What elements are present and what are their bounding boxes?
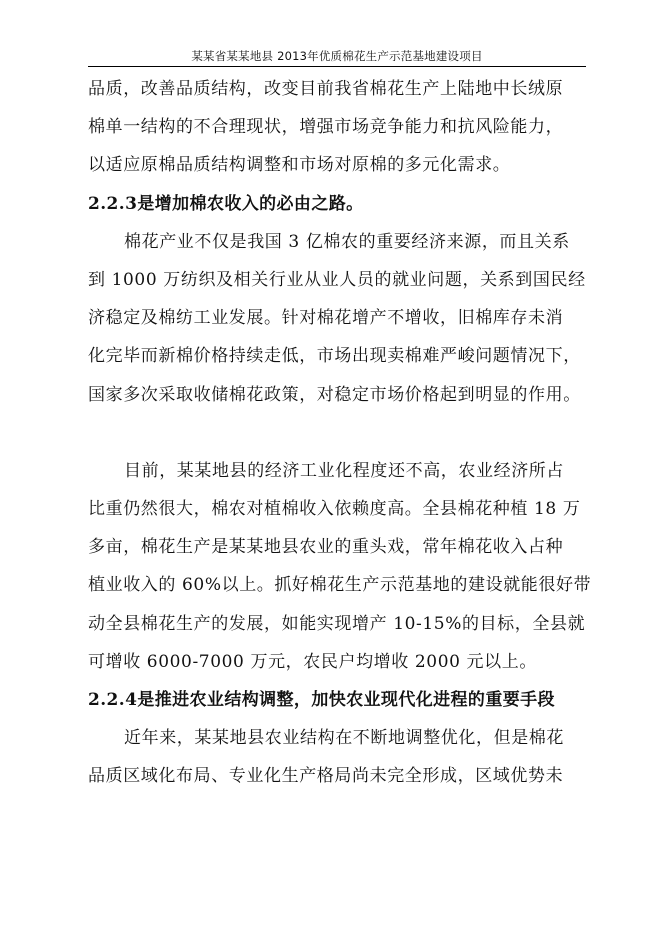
paragraph-line: 济稳定及棉纺工业发展。针对棉花增产不增收，旧棉库存未消 xyxy=(88,308,564,329)
page-header xyxy=(88,40,586,67)
paragraph-line: 目前，某某地县的经济工业化程度还不高，农业经济所占 xyxy=(124,460,564,481)
paragraph-line: 可增收 6000-7000 万元，农民户均增收 2000 元以上。 xyxy=(88,651,537,672)
paragraph-line: 到 1000 万纺织及相关行业从业人员的就业问题，关系到国民经 xyxy=(88,269,586,290)
paragraph-line: 品质，改善品质结构，改变目前我省棉花生产上陆地中长绒原 xyxy=(88,79,564,99)
paragraph-line: 国家多次采取收储棉花政策，对稳定市场价格起到明显的作用。 xyxy=(88,384,581,405)
header-title: 某某省某某地县 2013年优质棉花生产示范基地建设项目 xyxy=(191,49,483,63)
paragraph-line: 比重仍然很大，棉农对植棉收入依赖度高。全县棉花种植 18 万 xyxy=(88,499,581,520)
section-heading-2-2-4: 2.2.4是推进农业结构调整，加快农业现代化进程的重要手段 xyxy=(88,690,555,710)
document-body xyxy=(88,70,592,796)
paragraph-line: 以适应原棉品质结构调整和市场对原棉的多元化需求。 xyxy=(88,155,511,176)
paragraph-line: 植业收入的 60%以上。抓好棉花生产示范基地的建设就能很好带 xyxy=(88,575,592,596)
paragraph-line: 品质区域化布局、专业化生产格局尚未完全形成，区域优势未 xyxy=(88,766,564,787)
paragraph-line: 化完毕而新棉价格持续走低，市场出现卖棉难严峻问题情况下， xyxy=(88,346,581,367)
paragraph-line: 棉花产业不仅是我国 3 亿棉农的重要经济来源，而且关系 xyxy=(124,231,570,252)
paragraph-line: 动全县棉花生产的发展，如能实现增产 10-15%的目标，全县就 xyxy=(88,613,586,634)
blank-line xyxy=(88,414,588,452)
paragraph-line: 近年来，某某地县农业结构在不断地调整优化，但是棉花 xyxy=(124,728,564,749)
section-heading-2-2-3: 2.2.3是增加棉农收入的必由之路。 xyxy=(88,193,364,214)
paragraph-line: 多亩，棉花生产是某某地县农业的重头戏，常年棉花收入占种 xyxy=(88,537,564,558)
paragraph-line: 棉单一结构的不合理现状，增强市场竞争能力和抗风险能力， xyxy=(88,117,564,138)
